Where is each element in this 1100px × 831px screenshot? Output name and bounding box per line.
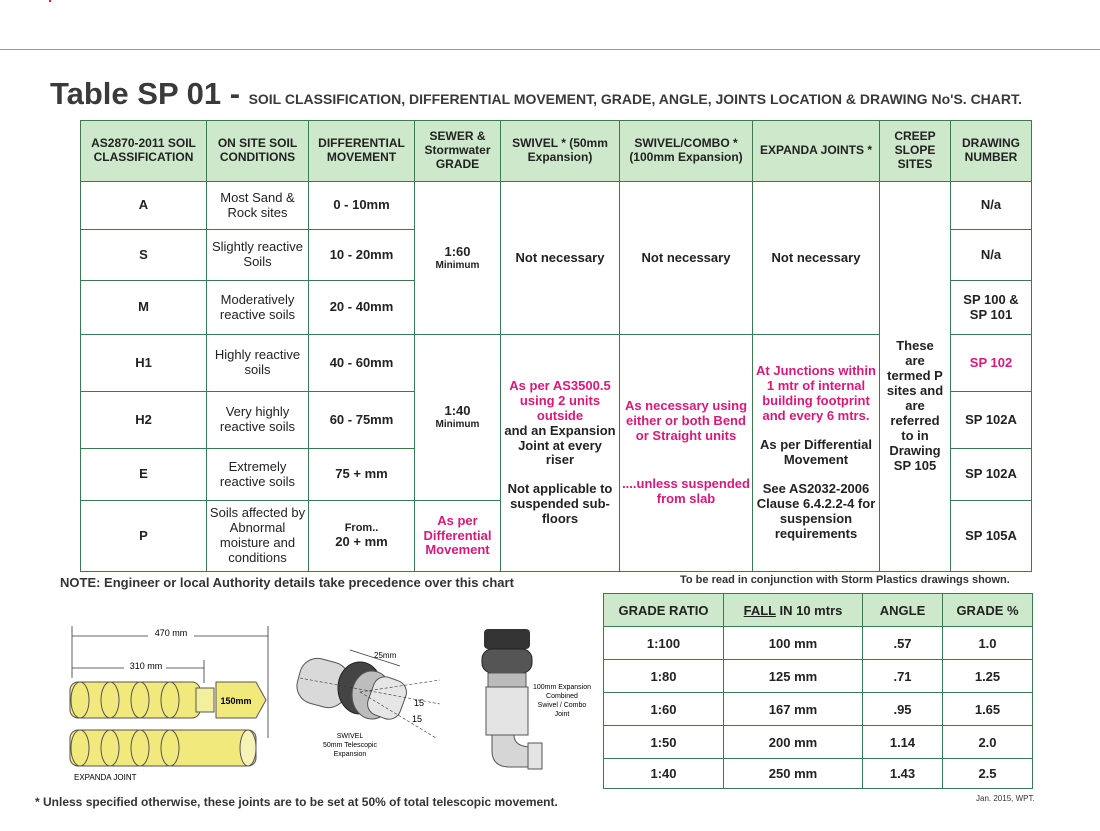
lower-pipe-body [70,730,256,766]
movement-cell: 20 - 40mm [309,281,415,335]
header-differential-movement: DIFFERENTIAL MOVEMENT [309,121,415,182]
dim-470-label: 470 mm [154,628,188,638]
header-site-conditions: ON SITE SOIL CONDITIONS [207,121,309,182]
title-sub: SOIL CLASSIFICATION, DIFFERENTIAL MOVEMENT, GRADE, ANGLE, JOINTS LOCATION & DRAWING No'S. CHART. [248,91,1022,107]
drawing-cell: N/a [951,182,1032,230]
movement-cell: 0 - 10mm [309,182,415,230]
combo-label-1: 100mm Expansion [533,684,591,691]
page-title [50,76,1022,112]
percent-cell: 1.65 [943,693,1033,726]
combo-upper-cell: Not necessary [620,182,753,335]
combo-joint-diagram [470,625,600,775]
ratio-cell: 1:60 [604,693,724,726]
note-text: NOTE: Engineer or local Authority details take precedence over this chart [60,575,514,590]
header-swivel: SWIVEL * (50mm Expansion) [501,121,620,182]
soil-condition-cell: Soils affected by Abnormal moisture and conditions [207,501,309,572]
fall-cell: 250 mm [724,759,863,789]
soil-condition-cell: Most Sand & Rock sites [207,182,309,230]
header-creep-slope: CREEP SLOPE SITES [880,121,951,182]
dim-310-label: 310 mm [129,661,163,671]
combo-lower-cell [620,335,753,572]
swivel-dim-label: 25mm [374,651,397,660]
expanda-lower-cell [753,335,880,572]
combo-cap [484,629,530,649]
date-stamp: Jan. 2015, WPT. [976,794,1035,803]
percent-cell: 1.0 [943,627,1033,660]
swivel-pink-text: As per AS3500.5 using 2 units outside [509,377,611,423]
angle-cell: .57 [863,627,943,660]
movement-cell: 60 - 75mm [309,392,415,449]
ratio-cell: 1:80 [604,660,724,693]
corner-mark [49,0,51,2]
creep-text: These are termed P sites and are referred to in Drawing SP 105 [886,338,944,473]
swivel-text-1: and an Expansion Joint at every riser [504,422,616,468]
combo-pink-text-2: ....unless suspended from slab [622,476,750,507]
soil-class-cell: M [81,281,207,335]
swivel-label-1: SWIVEL [336,733,364,740]
percent-cell: 2.0 [943,726,1033,759]
movement-cell: 40 - 60mm [309,335,415,392]
ratio-cell: 1:50 [604,726,724,759]
grade-cell-p: As per Differential Movement [415,501,501,572]
grade-cell-1 [415,182,501,335]
angle-cell: .95 [863,693,943,726]
drawing-cell: SP 102 [951,335,1032,392]
soil-condition-cell: Highly reactive soils [207,335,309,392]
combo-swivel [482,649,532,673]
combo-label-2: Combined [546,693,578,700]
soil-class-cell: S [81,230,207,281]
header-grade: SEWER & Stormwater GRADE [415,121,501,182]
expanda-text-1: As per Differential Movement [760,437,872,467]
title-main: Table SP 01 - [50,76,241,111]
angle-a-label: 15 [414,698,425,708]
grade-cell-2 [415,335,501,501]
swivel-label-3: Expansion [333,751,367,758]
drawing-cell: N/a [951,230,1032,281]
angle-cell: 1.14 [863,726,943,759]
movement-cell: 10 - 20mm [309,230,415,281]
header-swivel-combo: SWIVEL/COMBO * (100mm Expansion) [620,121,753,182]
expanda-joint-diagram [60,618,280,786]
soil-class-cell: E [81,449,207,501]
combo-label-4: Joint [554,711,570,718]
movement-cell [309,501,415,572]
drawing-cell: SP 102A [951,449,1032,501]
percent-cell: 1.25 [943,660,1033,693]
combo-outlet [528,743,542,769]
expanda-joint-label: EXPANDA JOINT [74,773,137,782]
angle-cell: 1.43 [863,759,943,789]
read-note: To be read in conjunction with Storm Plastics drawings shown. [680,574,1010,586]
header-expanda-joints: EXPANDA JOINTS * [753,121,880,182]
grade-note: Minimum [435,419,480,431]
soil-class-cell: H2 [81,392,207,449]
fall-cell: 200 mm [724,726,863,759]
combo-neck [488,673,526,687]
header-fall-rest: IN 10 mtrs [775,602,843,618]
grade-ratio: 1:60 [444,243,471,259]
soil-classification-table [80,120,1032,572]
soil-class-cell: H1 [81,335,207,392]
creep-slope-cell [880,182,951,572]
header-grade-percent: GRADE % [943,594,1033,627]
footer-note: * Unless specified otherwise, these joints are to be set at 50% of total telescopic movement. [35,795,558,809]
movement-prefix: From.. [344,522,379,535]
swivel-lower-cell [501,335,620,572]
movement-cell: 75 + mm [309,449,415,501]
soil-class-cell: P [81,501,207,572]
soil-condition-cell: Slightly reactive Soils [207,230,309,281]
header-grade-ratio: GRADE RATIO [604,594,724,627]
swivel-label-2: 50mm Telescopic [323,742,377,749]
fall-cell: 167 mm [724,693,863,726]
swivel-upper-cell: Not necessary [501,182,620,335]
grade-note: Minimum [435,259,480,271]
expanda-text-2: See AS2032-2006 Clause 6.4.2.2-4 for suspension requirements [756,480,876,541]
top-rule [0,49,1100,50]
percent-cell: 2.5 [943,759,1033,789]
drawing-cell: SP 102A [951,392,1032,449]
pipe-end [240,730,256,766]
table-row [604,627,1033,660]
upper-pipe-spigot [196,688,214,712]
expanda-upper-cell: Not necessary [753,182,880,335]
soil-condition-cell: Extremely reactive soils [207,449,309,501]
table-row [604,660,1033,693]
combo-label-3: Swivel / Combo [537,702,587,709]
swivel-diagram [290,640,450,762]
movement-value: 20 + mm [335,533,388,549]
table-row [604,693,1033,726]
header-fall-underlined: FALL [743,602,776,618]
grade-ratio-table [603,593,1033,789]
drawing-cell: SP 100 & SP 101 [951,281,1032,335]
grade-ratio: 1:40 [444,403,471,419]
table-row [604,759,1033,789]
header-angle: ANGLE [863,594,943,627]
soil-condition-cell: Moderatively reactive soils [207,281,309,335]
swivel-text-2: Not applicable to suspended sub-floors [507,481,613,527]
table-row [81,182,1032,230]
table-row [604,726,1033,759]
soil-condition-cell: Very highly reactive soils [207,392,309,449]
ratio-cell: 1:40 [604,759,724,789]
dim-150-label: 150mm [220,696,252,706]
expanda-pink-text: At Junctions within 1 mtr of internal building footprint and every 6 mtrs. [756,363,876,424]
soil-class-cell: A [81,182,207,230]
angle-b-label: 15 [412,714,423,724]
angle-cell: .71 [863,660,943,693]
ratio-cell: 1:100 [604,627,724,660]
drawing-cell: SP 105A [951,501,1032,572]
header-drawing-number: DRAWING NUMBER [951,121,1032,182]
combo-bend [492,735,532,767]
combo-body [486,687,528,735]
combo-pink-text-1: As necessary using either or both Bend or Straight units [624,397,748,443]
header-soil-classification: AS2870-2011 SOIL CLASSIFICATION [81,121,207,182]
header-fall [724,594,863,627]
fall-cell: 100 mm [724,627,863,660]
fall-cell: 125 mm [724,660,863,693]
